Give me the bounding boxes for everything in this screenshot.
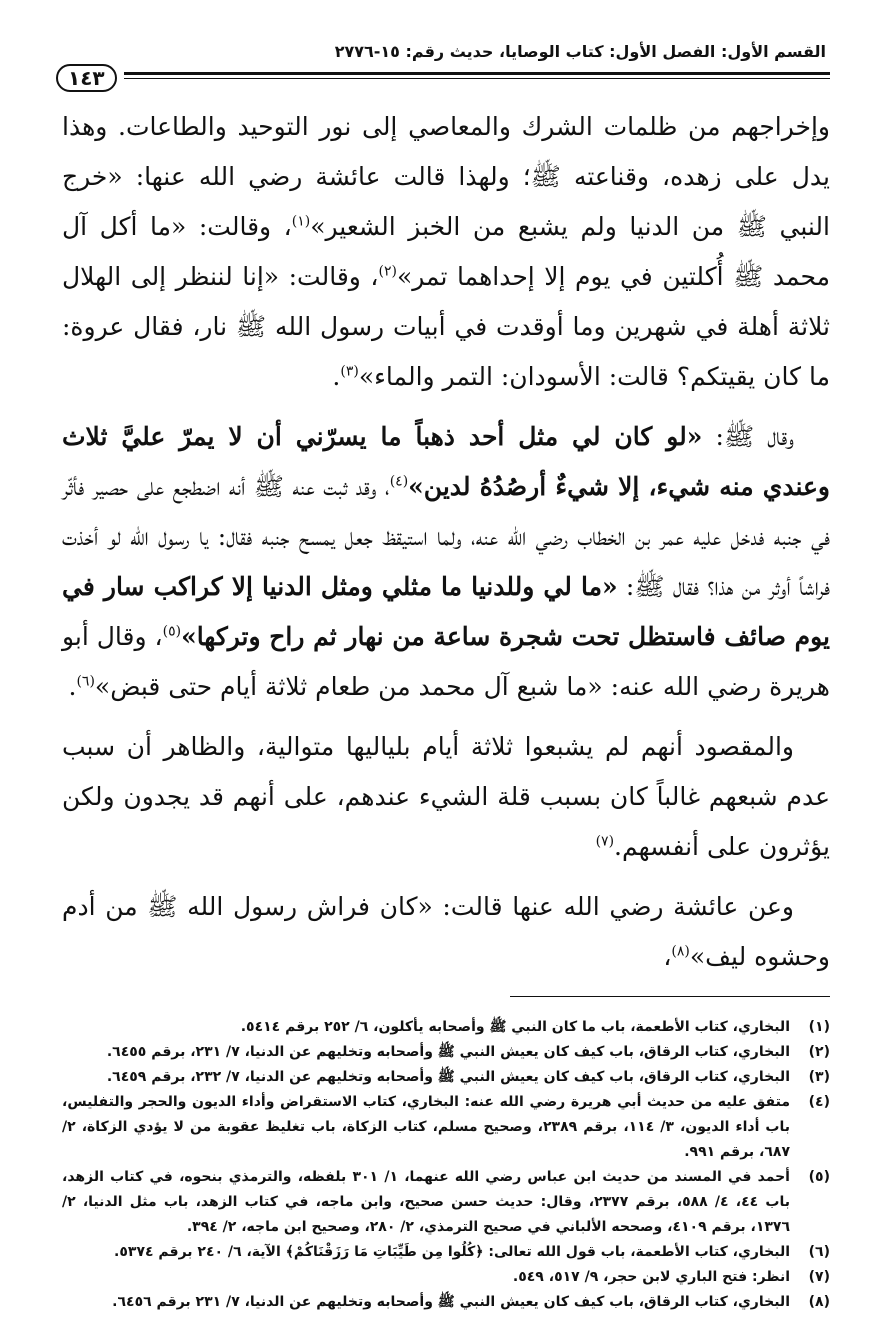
header-rule xyxy=(62,66,830,92)
footnote-ref: (٥) xyxy=(162,623,182,640)
footnote-ref: (١) xyxy=(291,213,311,230)
text-run: وإخراجهم من ظلمات الشرك والمعاصي إلى نور التوحيد والطاعات. وهذا يدل على زهده، وقناعته ﷺ؛ ولهذا قالت عائشة رضي الله عنها: «خرج النبي ﷺ من الدنيا ولم يشبع من الخبز الشعير» xyxy=(62,112,830,241)
text-run: . xyxy=(68,672,77,701)
footnote-text: أحمد في المسند من حديث ابن عباس رضي الله عنهما، ١/ ٣٠١ بلفظه، والترمذي بنحوه، في كتاب الزهد، باب ٤٤، ٤/ ٥٨٨، برقم ٢٣٧٧، وقال: حديث حسن صحيح، وابن ماجه، في كتاب الزهد، باب مثل الدنيا، ٢/ ١٣٧٦، برقم ٤١٠٩، وصححه الألباني في صحيح الترمذي، ٢/ ٢٨٠، وصحيح ابن ماجه، ٢/ ٣٩٤. xyxy=(62,1169,790,1235)
hadith-quote: «ما لي وللدنيا ما مثلي ومثل الدنيا إلا كراكب سار في يوم صائف فاستظل تحت شجرة ساعة من نهار ثم راح وتركها» xyxy=(62,572,830,651)
footnote-number: (٨) xyxy=(808,1294,830,1310)
running-title: القسم الأول: الفصل الأول: كتاب الوصايا، حديث رقم: ١٥-٢٧٧٦ xyxy=(334,41,826,61)
footnote-ref: (٧) xyxy=(595,833,615,850)
paragraph xyxy=(62,722,830,872)
text-run: وقال ﷺ: xyxy=(702,422,794,451)
footnote-number: (١) xyxy=(808,1019,830,1035)
footnote-ref: (٢) xyxy=(378,263,397,280)
text-run: ، وقال أبو هريرة رضي الله عنه: «ما شبع آل محمد من طعام ثلاثة أيام حتى قبض» xyxy=(62,622,830,701)
text-run: ، xyxy=(663,942,672,971)
footnote-separator xyxy=(510,996,830,997)
text-run: . xyxy=(332,362,341,391)
footnote-number: (٥) xyxy=(808,1169,830,1185)
running-header xyxy=(62,38,830,64)
footnote-number: (٧) xyxy=(808,1269,830,1285)
footnote-item xyxy=(62,1015,830,1040)
footnote-ref: (٣) xyxy=(340,363,359,380)
main-text xyxy=(62,102,830,982)
footnote-ref: (٤) xyxy=(389,473,409,490)
footnote-text: البخاري، كتاب الأطعمة، باب قول الله تعالى: ﴿كُلُوا مِن طَيِّبَاتِ مَا رَزَقْنَاكُمْ﴾ الآية، ٦/ ٢٤٠ برقم ٥٣٧٤. xyxy=(114,1244,790,1260)
footnote-text: انظر: فتح الباري لابن حجر، ٩/ ٥١٧، ٥٤٩. xyxy=(512,1269,790,1285)
text-run: ، وقالت: «ما أكل آل محمد ﷺ أُكلتين في يوم إلا إحداهما تمر» xyxy=(62,212,830,291)
page-number: ١٤٣ xyxy=(56,64,117,92)
footnote-number: (٣) xyxy=(808,1069,830,1085)
footnote-item xyxy=(62,1290,830,1315)
footnote-text: البخاري، كتاب الرقاق، باب كيف كان يعيش النبي ﷺ وأصحابه وتخليهم عن الدنيا، ٧/ ٢٣١ برقم ٦٤٥٦. xyxy=(112,1294,790,1310)
footnote-item xyxy=(62,1265,830,1290)
footnote-number: (٢) xyxy=(808,1044,830,1060)
text-run: والمقصود أنهم لم يشبعوا ثلاثة أيام بلياليها متوالية، والظاهر أن سبب عدم شبعهم غالباً كان بسبب قلة الشيء عندهم، على أنهم قد يجدون ولكن يؤثرون على أنفسهم. xyxy=(62,732,830,861)
footnote-ref: (٦) xyxy=(76,673,95,690)
footnote-ref: (٨) xyxy=(671,943,690,960)
footnote-text: البخاري، كتاب الرقاق، باب كيف كان يعيش النبي ﷺ وأصحابه وتخليهم عن الدنيا، ٧/ ٢٣١، برقم ٦٤٥٥. xyxy=(106,1044,790,1060)
footnote-item xyxy=(62,1065,830,1090)
text-run: وعن عائشة رضي الله عنها قالت: «كان فراش رسول الله ﷺ من أدم وحشوه ليف» xyxy=(62,892,830,971)
footnote-number: (٤) xyxy=(808,1094,830,1110)
footnote-number: (٦) xyxy=(808,1244,830,1260)
double-rule xyxy=(124,72,830,75)
footnote-text: متفق عليه من حديث أبي هريرة رضي الله عنه: البخاري، كتاب الاستقراض وأداء الديون والحجر والتفليس، باب أداء الديون، ٣/ ١١٤، برقم ٢٣٨٩، وصحيح مسلم، كتاب الزكاة، باب تغليظ عقوبة من لا يؤدي الزكاة، ٢/ ٦٨٧، برقم ٩٩١. xyxy=(62,1094,790,1160)
footnote-text: البخاري، كتاب الأطعمة، باب ما كان النبي ﷺ وأصحابه يأكلون، ٦/ ٢٥٢ برقم ٥٤١٤. xyxy=(240,1019,790,1035)
footnotes xyxy=(62,1015,830,1315)
footnote-item xyxy=(62,1090,830,1165)
hadith-quote: «لو كان لي مثل أحد ذهباً ما يسرّني أن لا يمرّ عليَّ ثلاث وعندي منه شيء، إلا شيءٌ أرصُدُهُ لدين» xyxy=(62,422,830,501)
book-page xyxy=(62,38,830,1315)
text-run: ، وقد ثبت عنه ﷺ أنه اضطجع على حصير فأثّر في جنبه فدخل عليه عمر بن الخطاب رضي الله عنه، ولما استيقظ جعل يمسح جنبه فقال: يا رسول الله لو أخذت فراشاً أوثر من هذا؟ فقال ﷺ: xyxy=(62,472,831,601)
text-run: ، وقالت: «إنا لننظر إلى الهلال ثلاثة أهلة في شهرين وما أوقدت في أبيات رسول الله ﷺ نار، فقال عروة: ما كان يقيتكم؟ قالت: الأسودان: التمر والماء» xyxy=(62,262,830,391)
paragraph xyxy=(62,412,830,712)
paragraph xyxy=(62,102,830,402)
footnote-item xyxy=(62,1040,830,1065)
footnote-item xyxy=(62,1240,830,1265)
footnote-item xyxy=(62,1165,830,1240)
footnote-text: البخاري، كتاب الرقاق، باب كيف كان يعيش النبي ﷺ وأصحابه وتخليهم عن الدنيا، ٧/ ٢٣٢، برقم ٦٤٥٩. xyxy=(106,1069,790,1085)
paragraph xyxy=(62,882,830,982)
